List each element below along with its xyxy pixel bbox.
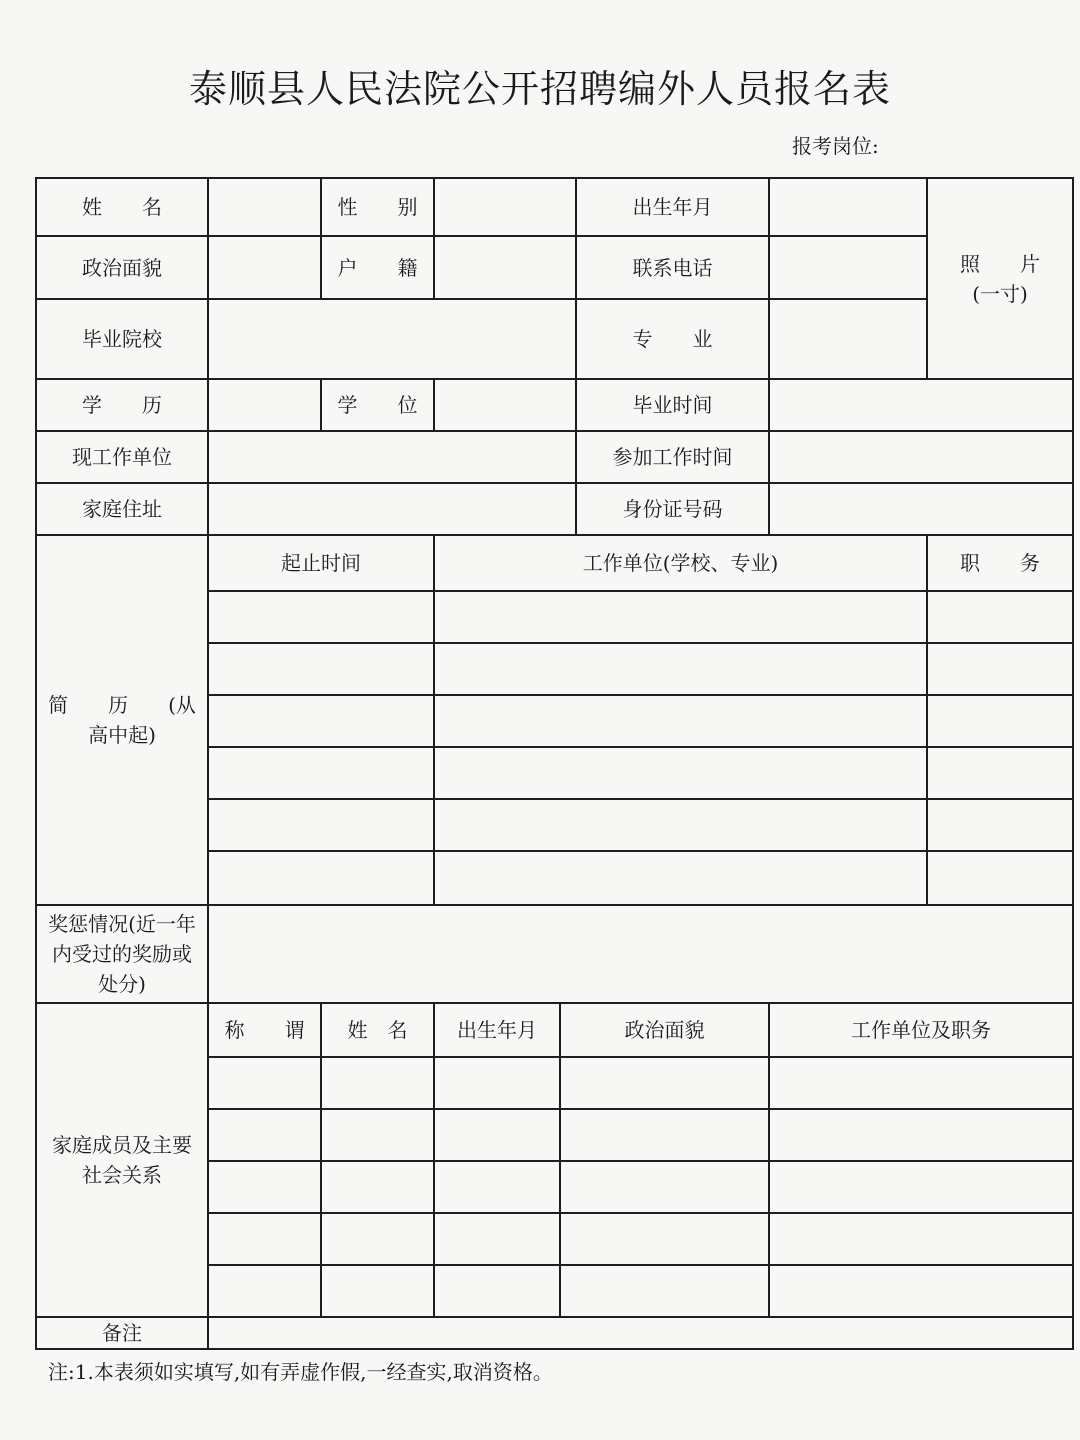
remarks-row: [36, 1317, 1073, 1349]
family-col-birth: 出生年月: [434, 1003, 560, 1057]
family-birth-cell[interactable]: [434, 1057, 560, 1109]
family-politics-cell[interactable]: [560, 1213, 769, 1265]
family-politics-cell[interactable]: [560, 1161, 769, 1213]
address-label: 家庭住址: [36, 483, 208, 535]
gender-field[interactable]: [434, 178, 576, 236]
resume-position-cell[interactable]: [927, 695, 1073, 747]
row-school: [36, 299, 1073, 379]
row-address: [36, 483, 1073, 535]
family-unit-cell[interactable]: [769, 1265, 1073, 1317]
grad-time-field[interactable]: [769, 379, 1073, 431]
degree-label: 学 位: [321, 379, 434, 431]
politics-label: 政治面貌: [36, 236, 208, 299]
family-unit-cell[interactable]: [769, 1213, 1073, 1265]
family-col-unit: 工作单位及职务: [769, 1003, 1073, 1057]
resume-col-time: 起止时间: [208, 535, 434, 591]
resume-position-cell[interactable]: [927, 747, 1073, 799]
family-name-cell[interactable]: [321, 1057, 434, 1109]
resume-time-cell[interactable]: [208, 695, 434, 747]
family-birth-cell[interactable]: [434, 1161, 560, 1213]
employer-field[interactable]: [208, 431, 576, 483]
awards-row: [36, 905, 1073, 1003]
id-number-field[interactable]: [769, 483, 1073, 535]
hukou-field[interactable]: [434, 236, 576, 299]
remarks-label: 备注: [36, 1317, 208, 1349]
work-start-field[interactable]: [769, 431, 1073, 483]
id-number-label: 身份证号码: [576, 483, 769, 535]
resume-unit-cell[interactable]: [434, 851, 927, 905]
family-relation-cell[interactable]: [208, 1265, 321, 1317]
awards-label: 奖惩情况(近一年内受过的奖励或处分): [36, 905, 208, 1003]
photo-box[interactable]: [927, 178, 1073, 379]
resume-time-cell[interactable]: [208, 747, 434, 799]
school-field[interactable]: [208, 299, 576, 379]
address-field[interactable]: [208, 483, 576, 535]
awards-field[interactable]: [208, 905, 1073, 1003]
family-relation-cell[interactable]: [208, 1161, 321, 1213]
row-education: [36, 379, 1073, 431]
family-birth-cell[interactable]: [434, 1265, 560, 1317]
education-label: 学 历: [36, 379, 208, 431]
birth-label: 出生年月: [576, 178, 769, 236]
grad-time-label: 毕业时间: [576, 379, 769, 431]
employer-label: 现工作单位: [36, 431, 208, 483]
resume-col-unit: 工作单位(学校、专业): [434, 535, 927, 591]
education-field[interactable]: [208, 379, 321, 431]
resume-label: 简 历 (从高中起): [36, 535, 208, 905]
family-name-cell[interactable]: [321, 1109, 434, 1161]
family-name-cell[interactable]: [321, 1265, 434, 1317]
resume-unit-cell[interactable]: [434, 799, 927, 851]
politics-field[interactable]: [208, 236, 321, 299]
family-relation-cell[interactable]: [208, 1109, 321, 1161]
name-label: 姓 名: [36, 178, 208, 236]
resume-time-cell[interactable]: [208, 643, 434, 695]
major-field[interactable]: [769, 299, 927, 379]
resume-unit-cell[interactable]: [434, 695, 927, 747]
family-name-cell[interactable]: [321, 1213, 434, 1265]
row-employer: [36, 431, 1073, 483]
family-birth-cell[interactable]: [434, 1109, 560, 1161]
phone-label: 联系电话: [576, 236, 769, 299]
resume-position-cell[interactable]: [927, 799, 1073, 851]
family-unit-cell[interactable]: [769, 1109, 1073, 1161]
footnote: 注:1.本表须如实填写,如有弄虚作假,一经查实,取消资格。: [48, 1360, 553, 1384]
name-field[interactable]: [208, 178, 321, 236]
degree-field[interactable]: [434, 379, 576, 431]
resume-col-position: 职 务: [927, 535, 1073, 591]
school-label: 毕业院校: [36, 299, 208, 379]
family-birth-cell[interactable]: [434, 1213, 560, 1265]
resume-position-cell[interactable]: [927, 851, 1073, 905]
photo-size-label: (一寸): [972, 281, 1028, 306]
form-title: 泰顺县人民法院公开招聘编外人员报名表: [188, 67, 891, 111]
family-politics-cell[interactable]: [560, 1109, 769, 1161]
resume-header-row: [36, 535, 1073, 591]
family-politics-cell[interactable]: [560, 1265, 769, 1317]
birth-field[interactable]: [769, 178, 927, 236]
gender-label: 性 别: [321, 178, 434, 236]
row-name: [36, 178, 1073, 236]
apply-post-label: 报考岗位:: [792, 134, 879, 158]
resume-time-cell[interactable]: [208, 851, 434, 905]
resume-unit-cell[interactable]: [434, 643, 927, 695]
resume-time-cell[interactable]: [208, 799, 434, 851]
family-unit-cell[interactable]: [769, 1161, 1073, 1213]
phone-field[interactable]: [769, 236, 927, 299]
resume-unit-cell[interactable]: [434, 591, 927, 643]
family-name-cell[interactable]: [321, 1161, 434, 1213]
hukou-label: 户 籍: [321, 236, 434, 299]
resume-position-cell[interactable]: [927, 643, 1073, 695]
major-label: 专 业: [576, 299, 769, 379]
family-relation-cell[interactable]: [208, 1213, 321, 1265]
family-header-row: [36, 1003, 1073, 1057]
row-politics: [36, 236, 1073, 299]
family-relation-cell[interactable]: [208, 1057, 321, 1109]
family-label: 家庭成员及主要社会关系: [36, 1003, 208, 1317]
family-col-politics: 政治面貌: [560, 1003, 769, 1057]
application-form-table: [35, 177, 1074, 1350]
remarks-field[interactable]: [208, 1317, 1073, 1349]
family-unit-cell[interactable]: [769, 1057, 1073, 1109]
family-col-name: 姓 名: [321, 1003, 434, 1057]
family-politics-cell[interactable]: [560, 1057, 769, 1109]
family-col-relation: 称 谓: [208, 1003, 321, 1057]
photo-label: 照 片: [960, 251, 1041, 276]
resume-time-cell[interactable]: [208, 591, 434, 643]
resume-unit-cell[interactable]: [434, 747, 927, 799]
work-start-label: 参加工作时间: [576, 431, 769, 483]
resume-position-cell[interactable]: [927, 591, 1073, 643]
